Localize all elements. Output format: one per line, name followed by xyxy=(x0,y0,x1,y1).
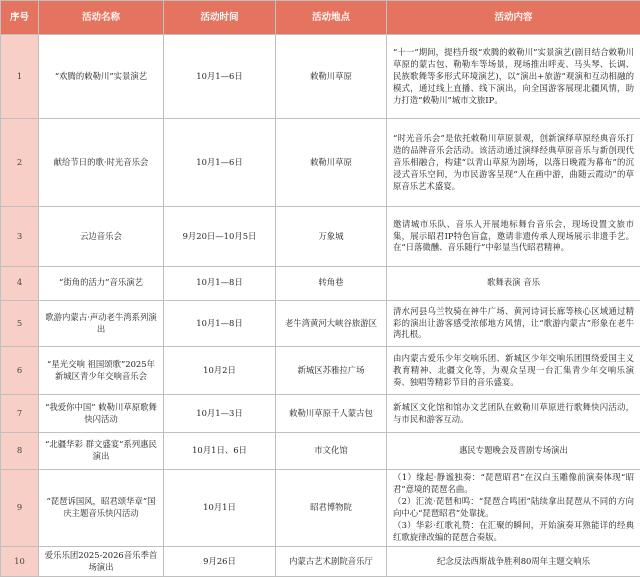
row-time: 9月20日—10月5日 xyxy=(164,206,276,266)
row-content: 清水河县乌兰牧骑在神牛广场、黄河诗词长廊等核心区域通过精彩的演出让游客感受浓郁地方风情，让“歌游内蒙古”形象在老牛湾扎根。 xyxy=(387,300,640,347)
row-place: 敕勒川草原 xyxy=(276,119,387,207)
header-name: 活动名称 xyxy=(39,1,164,35)
row-place: 万象城 xyxy=(276,206,387,266)
row-index: 5 xyxy=(1,300,39,347)
row-index: 2 xyxy=(1,119,39,207)
table-row xyxy=(1,395,640,433)
row-name: 爱乐乐团2025-2026音乐季首场演出 xyxy=(39,547,164,577)
row-name: “欢腾的敕勒川”实景演艺 xyxy=(39,35,164,119)
row-index: 9 xyxy=(1,469,39,547)
row-place: 转角巷 xyxy=(276,267,387,301)
row-name: 歌游内蒙古·声动老牛湾系列演出 xyxy=(39,300,164,347)
header-place: 活动地点 xyxy=(276,1,387,35)
row-place: 新城区苏雅拉广场 xyxy=(276,347,387,395)
row-content: 惠民专题晚会及晋剧专场演出 xyxy=(387,432,640,469)
header-content: 活动内容 xyxy=(387,1,640,35)
row-name: “星光交响 祖国颂歌”2025年新城区青少年交响音乐会 xyxy=(39,347,164,395)
row-name: “北疆华彩 群文盛宴”系列惠民演出 xyxy=(39,432,164,469)
row-content: 邀请城市乐队、音乐人开展地标舞台音乐会，现场设置文旅市集，展示昭君IP特色盲盒，邀请非遗传承人现场展示非遗手艺。在“日落微醺、音乐随行”中彰显当代昭君精神。 xyxy=(387,206,640,266)
row-content: 新城区文化馆和馆办文艺团队在敕勒川草原进行歌舞快闪活动，与市民和游客互动。 xyxy=(387,395,640,433)
row-content: 歌舞表演 音乐 xyxy=(387,267,640,301)
row-place: 敕勒川草原 xyxy=(276,35,387,119)
row-time: 10月1—6日 xyxy=(164,35,276,119)
row-index: 7 xyxy=(1,395,39,433)
header-time: 活动时间 xyxy=(164,1,276,35)
content-part: （3）华彩·红歌礼赞：在汇聚的瞬间，开始演奏耳熟能详的经典红歌旋律改编的琵琶合奏版。 xyxy=(393,519,634,542)
row-index: 10 xyxy=(1,547,39,577)
row-place: 老牛湾黄河大峡谷旅游区 xyxy=(276,300,387,347)
row-index: 8 xyxy=(1,432,39,469)
table-row xyxy=(1,300,640,347)
table-row xyxy=(1,469,640,547)
header-index: 序号 xyxy=(1,1,39,35)
table-row xyxy=(1,35,640,119)
table-header-row xyxy=(1,1,640,35)
row-index: 4 xyxy=(1,267,39,301)
row-time: 9月26日 xyxy=(164,547,276,577)
table-row xyxy=(1,206,640,266)
row-name: “琵琶诉国风，昭君颂华章”国庆主题音乐快闪活动 xyxy=(39,469,164,547)
row-content: 纪念反法西斯战争胜利80周年主题交响乐 xyxy=(387,547,640,577)
row-place: 昭君博物院 xyxy=(276,469,387,547)
row-index: 6 xyxy=(1,347,39,395)
row-time: 10月1—6日 xyxy=(164,119,276,207)
row-name: “我爱你中国” 敕勒川草原歌舞快闪活动 xyxy=(39,395,164,433)
row-index: 1 xyxy=(1,35,39,119)
row-time: 10月1日 xyxy=(164,469,276,547)
row-name: 云边音乐会 xyxy=(39,206,164,266)
row-time: 10月1—8日 xyxy=(164,267,276,301)
row-index: 3 xyxy=(1,206,39,266)
table-row xyxy=(1,347,640,395)
row-content: “时光音乐会”是依托敕勒川草原景观，创新演绎草原经典音乐打造的品牌音乐会活动。该活动通过演绎经典草原音乐与新创现代音乐相融合，构建“以青山草原为剧场，以落日晚霞为幕布”的沉浸式音乐空间，为市民游客呈现“人在画中游，曲随云霞动”的草原音乐艺术盛宴。 xyxy=(387,119,640,207)
row-place: 市文化馆 xyxy=(276,432,387,469)
table-row xyxy=(1,547,640,577)
row-place: 敕勒川草原千人蒙古包 xyxy=(276,395,387,433)
row-time: 10月1—8日 xyxy=(164,300,276,347)
row-content: 由内蒙古爱乐少年交响乐团、新城区少年交响乐团围绕爱国主义教育精神、北疆文化等，为观众呈现一台汇集青少年交响乐演奏、独唱等精彩节目的音乐盛宴。 xyxy=(387,347,640,395)
row-time: 10月2日 xyxy=(164,347,276,395)
content-part: （2）汇流·琵琶和鸣：“琵琶合鸣团”陆续拿出琵琶从不同的方向向中心“琵琶昭君”处靠拢。 xyxy=(393,496,634,518)
row-content xyxy=(387,469,640,547)
table-row xyxy=(1,119,640,207)
row-content: “十一”期间，提档升级“欢腾的敕勒川”实景演艺(剧目结合敕勒川草原的蒙古包、勒勒车等场景，现场推出呼麦、马头琴、长调、民族歌舞等多形式环境演艺)，以“演出+旅游”观演和互动相融的模式，通过线上直播、线下演出，向全国游客展现北疆风情，助力打造“敕勒川”城市文旅IP。 xyxy=(387,35,640,119)
row-time: 10月1日、6日 xyxy=(164,432,276,469)
content-part: （1）缘起·静谧独奏：“琵琶昭君”在汉白玉雕像前演奏体现“昭君”意境的琵琶名曲。 xyxy=(393,472,634,495)
row-name: 献给节日的歌·时光音乐会 xyxy=(39,119,164,207)
row-name: “街角的活力”音乐演艺 xyxy=(39,267,164,301)
table-row xyxy=(1,432,640,469)
row-time: 10月1—3日 xyxy=(164,395,276,433)
table-row xyxy=(1,267,640,301)
row-place: 内蒙古艺术剧院音乐厅 xyxy=(276,547,387,577)
